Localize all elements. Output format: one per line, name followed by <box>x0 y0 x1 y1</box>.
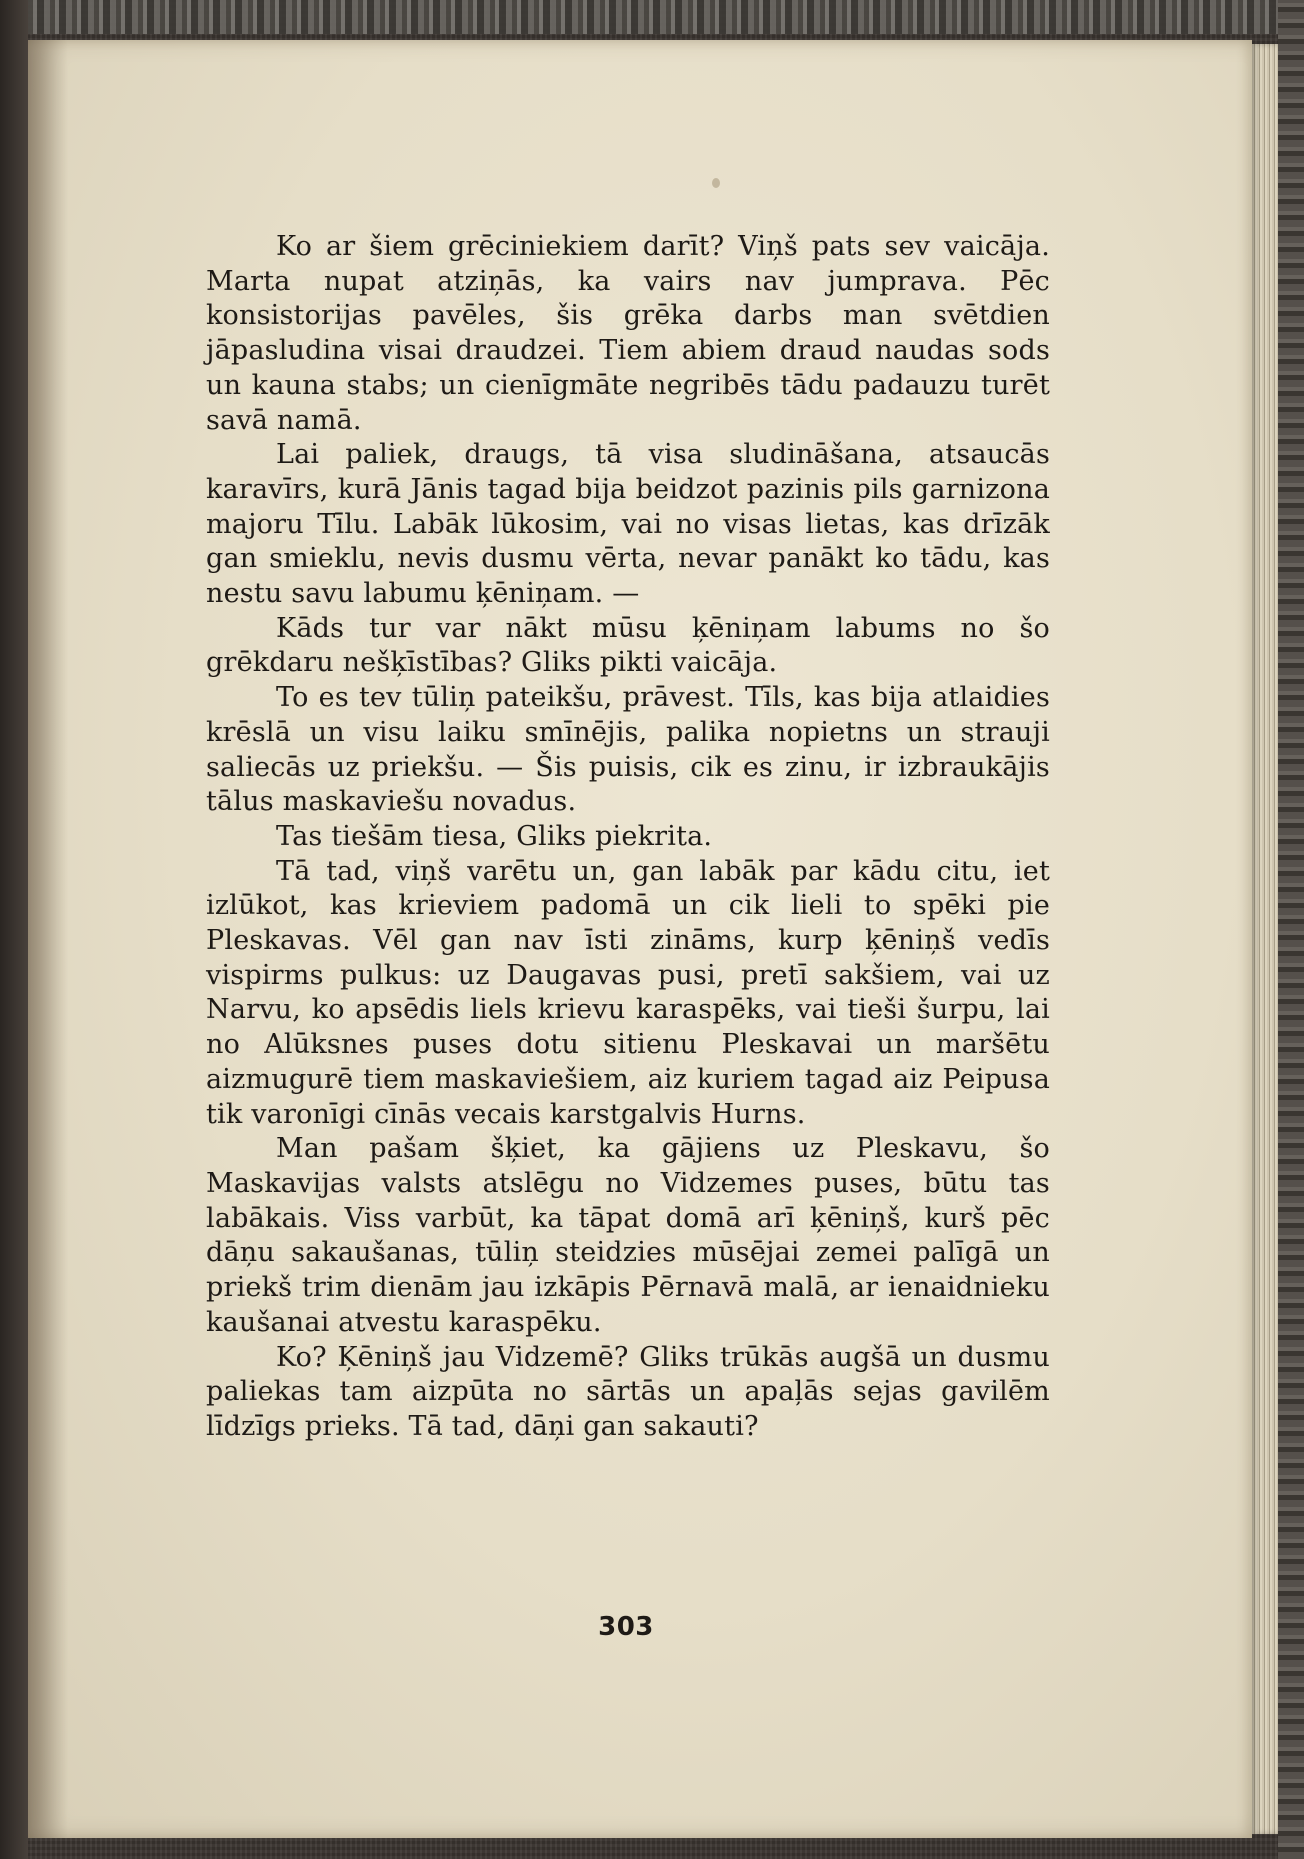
body-text <box>206 230 1050 1445</box>
page-number: 303 <box>598 1612 654 1642</box>
paragraph: Man pašam šķiet, ka gājiens uz Pleskavu, šo Maskavijas valsts atslēgu no Vidzemes puses, būtu tas labākais. Viss varbūt, ka tāpat domā arī ķēniņš, kurš pēc dāņu sakaušanas, tūliņ steidzies mūsējai zemei palīgā un priekš trim dienām jau izkāpis Pērnavā malā, ar ienaidnieku kaušanai atvestu karaspēku. <box>206 1133 1050 1338</box>
paragraph: Ko ar šiem grēciniekiem darīt? Viņš pats sev vaicāja. Marta nupat atziņās, ka vairs nav jumprava. Pēc konsistorijas pavēles, šis grēka darbs man svētdien jāpasludina visai draudzei. Tiem abiem draud naudas sods un kauna stabs; un cienīgmāte negribēs tādu padauzu turēt savā namā. <box>206 231 1050 436</box>
paragraph: To es tev tūliņ pateikšu, prāvest. Tīls, kas bija atlaidies krēslā un visu laiku smīnējis, palika nopietns un strauji saliecās uz priekšu. — Šis puisis, cik es zinu, ir izbraukājis tālus maskaviešu novadus. <box>206 682 1050 818</box>
paragraph: Tā tad, viņš varētu un, gan labāk par kādu citu, iet izlūkot, kas krieviem padomā un cik lieli to spēki pie Pleskavas. Vēl gan nav īsti zināms, kurp ķēniņš vedīs vispirms pulkus: uz Daugavas pusi, pretī sakšiem, vai uz Narvu, ko apsēdis liels krievu karaspēks, vai tieši šurpu, lai no Alūksnes puses dotu sitienu Pleskavai un maršētu aizmugurē tiem maskaviešiem, aiz kuriem tagad aiz Peipusa tik varonīgi cīnās vecais karstgalvis Hurns. <box>206 855 1050 1130</box>
paragraph: Lai paliek, draugs, tā visa sludināšana, atsaucās karavīrs, kurā Jānis tagad bija beidzot pazinis pils garnizona majoru Tīlu. Labāk lūkosim, vai no visas lietas, kas drīzāk gan smieklu, nevis dusmu vērta, nevar panākt ko tādu, kas nestu savu labumu ķēniņam. — <box>206 439 1050 610</box>
cover-cloth-top <box>0 0 1304 34</box>
cover-cloth-left <box>0 0 28 1859</box>
cover-cloth-right <box>1278 0 1304 1859</box>
paragraph: Tas tiešām tiesa, Gliks piekrita. <box>276 820 713 852</box>
paper-stain <box>712 178 720 188</box>
paragraph: Ko? Ķēniņš jau Vidzemē? Gliks trūkās augšā un dusmu paliekas tam aizpūta no sārtās un apaļās sejas gavilēm līdzīgs prieks. Tā tad, dāņi gan sakauti? <box>206 1341 1050 1442</box>
page-edges <box>1252 44 1278 1834</box>
paragraph: Kāds tur var nākt mūsu ķēniņam labums no šo grēkdaru nešķīstības? Gliks pikti vaicāja. <box>206 612 1050 679</box>
